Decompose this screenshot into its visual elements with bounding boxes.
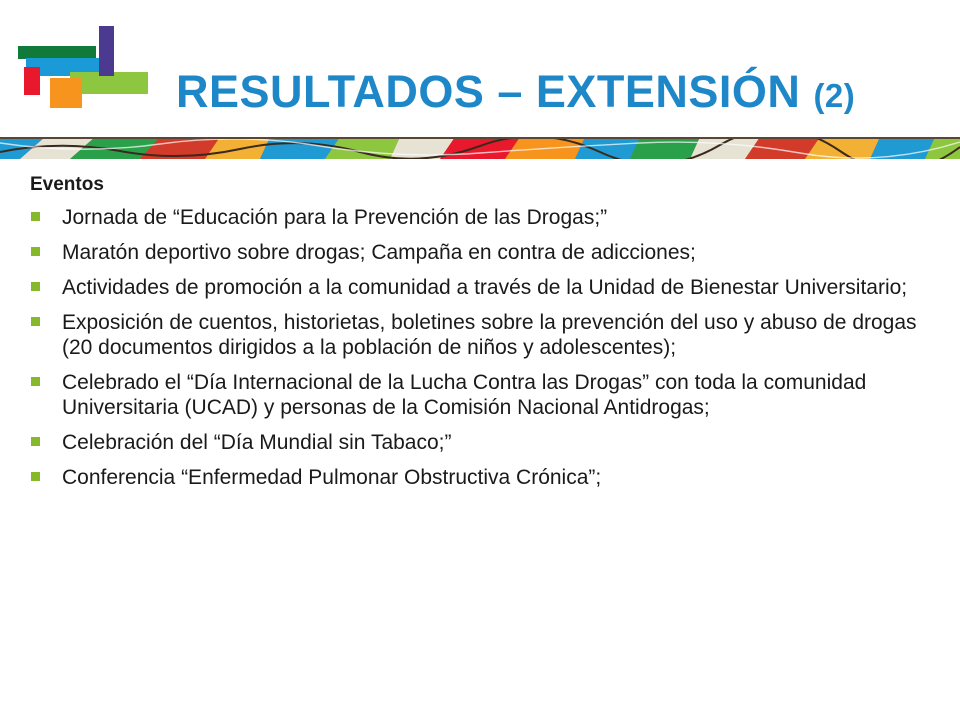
list-item-text: Exposición de cuentos, historietas, boletines sobre la prevención del uso y abuso de drogas (20 documentos dirigidos a la población de niños y adolescentes);: [62, 311, 917, 359]
list-item: [30, 275, 950, 300]
square-bullet-icon: [31, 472, 40, 481]
slide-title: [176, 66, 855, 118]
list-item: [30, 240, 950, 265]
list-item-text: Celebrado el “Día Internacional de la Lucha Contra las Drogas” con toda la comunidad Universitaria (UCAD) y personas de la Comisión Nacional Antidrogas;: [62, 371, 867, 419]
decorative-band: [0, 137, 960, 159]
square-bullet-icon: [31, 317, 40, 326]
decorative-band-art: [0, 137, 960, 159]
slide-title-number: (2): [813, 77, 856, 114]
list-item: [30, 310, 950, 360]
square-bullet-icon: [31, 282, 40, 291]
logo: [0, 0, 160, 120]
list-item: [30, 430, 950, 455]
section-heading: Eventos: [30, 174, 104, 195]
list-item: [30, 370, 950, 420]
logo-block-orange: [50, 78, 82, 108]
square-bullet-icon: [31, 377, 40, 386]
logo-block-red: [24, 67, 40, 95]
list-item-text: Maratón deportivo sobre drogas; Campaña en contra de adicciones;: [62, 241, 696, 264]
list-item-text: Celebración del “Día Mundial sin Tabaco;”: [62, 431, 452, 454]
logo-block-purple: [99, 26, 114, 76]
slide-title-text: RESULTADOS – EXTENSIÓN: [176, 66, 801, 117]
list-item: [30, 465, 950, 490]
list-item-text: Actividades de promoción a la comunidad a través de la Unidad de Bienestar Universitario;: [62, 276, 908, 299]
slide-content: [30, 174, 950, 500]
square-bullet-icon: [31, 437, 40, 446]
event-list: [30, 205, 950, 490]
list-item-text: Conferencia “Enfermedad Pulmonar Obstructiva Crónica”;: [62, 466, 602, 489]
list-item-text: Jornada de “Educación para la Prevención de las Drogas;”: [62, 206, 608, 229]
square-bullet-icon: [31, 247, 40, 256]
square-bullet-icon: [31, 212, 40, 221]
list-item: [30, 205, 950, 230]
